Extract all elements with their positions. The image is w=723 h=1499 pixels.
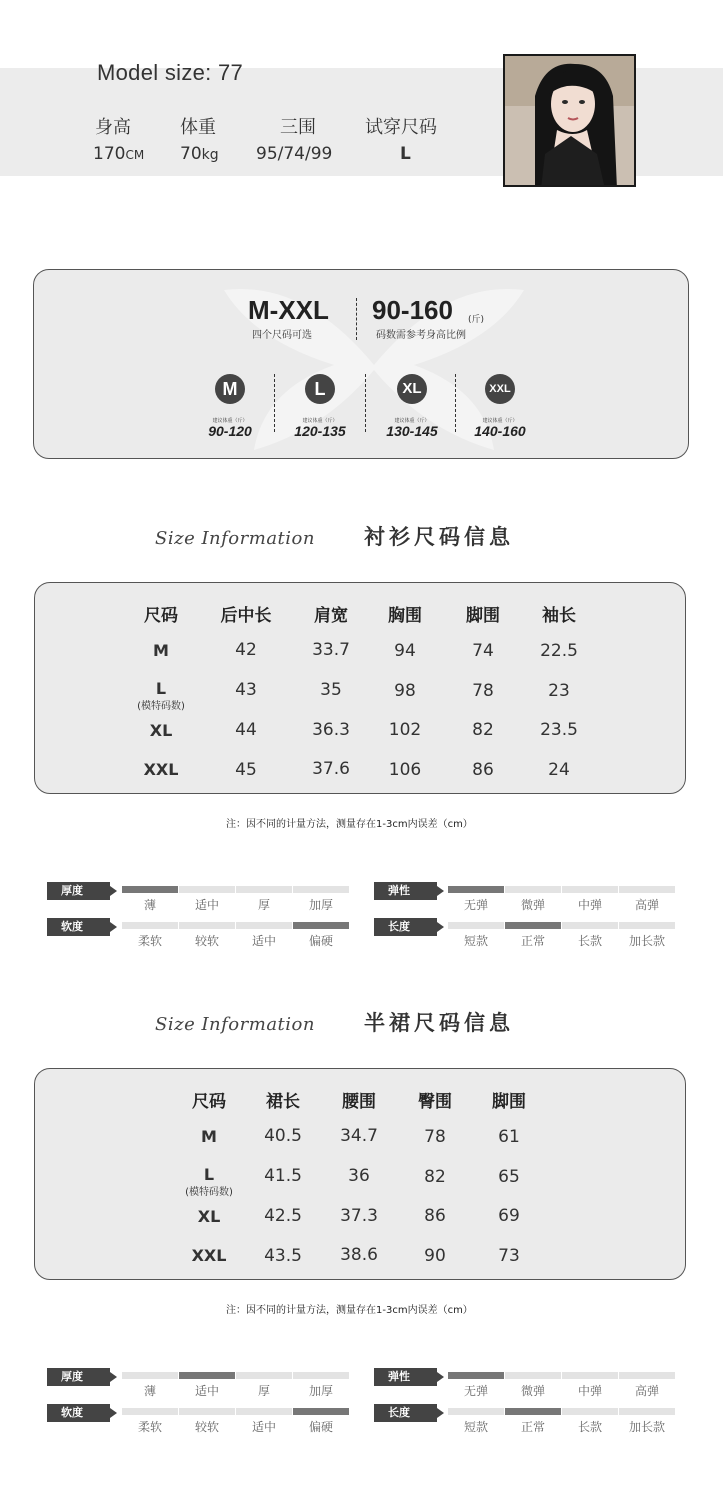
attribute-option: 短款 [463, 934, 488, 948]
model-size-title: Model size: 77 [97, 60, 244, 85]
rec-range-m: 90-120 [208, 423, 252, 439]
attribute-bar-selected [293, 1408, 349, 1415]
attribute-bar [562, 1372, 618, 1379]
attribute-option: 柔软 [137, 934, 162, 948]
attribute-option: 无弹 [463, 898, 488, 912]
attribute-option: 厚 [257, 898, 270, 912]
skirt-script-heading: Size Information [155, 1014, 315, 1035]
attribute-option: 较软 [194, 1420, 219, 1434]
attribute-option: 较软 [194, 934, 219, 948]
attribute-bar [122, 1408, 178, 1415]
weight-unit: (斤) [468, 315, 485, 325]
shirt-size-table [34, 582, 686, 794]
table-cell: 42.5 [264, 1206, 302, 1226]
attribute-label: 弹性 [374, 882, 437, 900]
rec-label-xxl: 建议体重（斤） [482, 418, 518, 424]
table-cell: 78 [424, 1127, 446, 1147]
rec-range-l: 120-135 [294, 423, 346, 439]
table-cell: 34.7 [340, 1126, 378, 1146]
range-divider [356, 298, 357, 340]
table-row-size: L [203, 1165, 215, 1184]
attribute-option: 正常 [520, 1420, 545, 1434]
table-row-size: XL [149, 721, 173, 740]
table-cell: 78 [472, 681, 494, 701]
model-photo [503, 54, 636, 187]
attribute-option: 高弹 [634, 898, 659, 912]
size-range-card [33, 269, 689, 459]
table-header: 尺码 [192, 1092, 226, 1112]
size-range-sub: 四个尺码可选 [252, 330, 312, 341]
attribute-bar [562, 886, 618, 893]
attribute-option: 加长款 [628, 934, 665, 948]
skirt-heading: 半裙尺码信息 [364, 1011, 514, 1035]
table-cell: 41.5 [264, 1166, 302, 1186]
table-cell: 82 [472, 720, 494, 740]
attribute-bar [179, 886, 235, 893]
attribute-label: 软度 [47, 1404, 110, 1422]
attribute-label: 厚度 [47, 1368, 110, 1386]
attribute-bar [505, 1372, 561, 1379]
table-cell: 106 [388, 760, 422, 780]
size-icon-l: L [305, 374, 335, 404]
attribute-option: 偏硬 [308, 934, 333, 948]
attribute-option: 适中 [251, 934, 276, 948]
skirt-measure-note: 注：因不同的计量方法，测量存在1-3cm内误差（cm） [226, 1305, 473, 1316]
attribute-bar [122, 922, 178, 929]
attribute-bar [293, 1372, 349, 1379]
attribute-option: 柔软 [137, 1420, 162, 1434]
value-fit-size: L [400, 144, 411, 164]
table-header: 脚围 [492, 1092, 526, 1112]
attribute-bar [122, 1372, 178, 1379]
table-cell: 35 [320, 680, 342, 700]
table-row-size: XL [197, 1207, 221, 1226]
table-header: 后中长 [220, 606, 272, 626]
size-divider [274, 374, 275, 432]
label-weight: 体重 [180, 117, 216, 138]
table-cell: 23.5 [540, 720, 578, 740]
size-divider [455, 374, 456, 432]
table-cell: 22.5 [540, 641, 578, 661]
table-cell: 45 [235, 760, 257, 780]
value-height: 170CM [93, 144, 145, 164]
attribute-bar-selected [122, 886, 178, 893]
table-row-size: L [155, 679, 167, 698]
table-cell: 23 [548, 681, 570, 701]
attribute-bar-selected [505, 922, 561, 929]
table-cell: 86 [472, 760, 494, 780]
attribute-label: 软度 [47, 918, 110, 936]
table-cell: 82 [424, 1167, 446, 1187]
table-header: 肩宽 [314, 606, 348, 626]
rec-label-l: 建议体重（斤） [302, 418, 338, 424]
table-cell: 37.3 [340, 1206, 378, 1226]
value-weight: 70kg [180, 144, 219, 164]
rec-label-xl: 建议体重（斤） [394, 418, 430, 424]
weight-range: 90-160 [372, 295, 453, 325]
table-header: 臀围 [418, 1092, 452, 1112]
attribute-option: 薄 [143, 1384, 156, 1398]
label-fit-size: 试穿尺码 [365, 117, 437, 138]
attribute-bar [236, 886, 292, 893]
attribute-bar [179, 922, 235, 929]
attribute-bar-selected [448, 886, 504, 893]
table-cell: 42 [235, 640, 257, 660]
shirt-script-heading: Size Information [155, 528, 315, 549]
attribute-bar [236, 1372, 292, 1379]
attribute-option: 加厚 [308, 898, 333, 912]
table-cell: 44 [235, 720, 257, 740]
attribute-label: 长度 [374, 918, 437, 936]
attribute-bar-selected [505, 1408, 561, 1415]
attribute-bar [505, 886, 561, 893]
table-cell: 94 [394, 641, 416, 661]
attribute-option: 中弹 [577, 1384, 602, 1398]
attribute-option: 高弹 [634, 1384, 659, 1398]
attribute-option: 适中 [194, 1384, 219, 1398]
attribute-option: 适中 [251, 1420, 276, 1434]
table-row-size: XXL [143, 760, 179, 779]
attribute-option: 加厚 [308, 1384, 333, 1398]
size-icon-xxl: XXL [485, 374, 515, 404]
attribute-option: 加长款 [628, 1420, 665, 1434]
table-row-size: M [153, 641, 169, 660]
table-cell: 43 [235, 680, 257, 700]
attribute-bar [619, 1372, 675, 1379]
attribute-option: 微弹 [520, 898, 545, 912]
attribute-option: 中弹 [577, 898, 602, 912]
table-cell: 73 [498, 1246, 520, 1266]
table-row-size: XXL [191, 1246, 227, 1265]
shirt-heading: 衬衫尺码信息 [364, 525, 514, 549]
attribute-bar [562, 1408, 618, 1415]
table-cell: 33.7 [312, 640, 350, 660]
table-header: 腰围 [342, 1092, 376, 1112]
table-cell: 61 [498, 1127, 520, 1147]
attribute-bar [562, 922, 618, 929]
table-cell: 74 [472, 641, 494, 661]
attribute-bar [179, 1408, 235, 1415]
attribute-option: 正常 [520, 934, 545, 948]
attribute-option: 偏硬 [308, 1420, 333, 1434]
size-range: M-XXL [248, 295, 329, 325]
size-icon-m: M [215, 374, 245, 404]
table-cell: 36 [348, 1166, 370, 1186]
attribute-bar [619, 886, 675, 893]
table-header: 裙长 [266, 1092, 300, 1112]
attribute-label: 厚度 [47, 882, 110, 900]
attribute-bar [293, 886, 349, 893]
model-size-note: (模特码数) [185, 1187, 233, 1198]
attribute-bar [448, 922, 504, 929]
attribute-option: 长款 [577, 934, 602, 948]
rec-range-xl: 130-145 [386, 423, 438, 439]
table-cell: 98 [394, 681, 416, 701]
attribute-option: 薄 [143, 898, 156, 912]
shirt-measure-note: 注：因不同的计量方法，测量存在1-3cm内误差（cm） [226, 819, 473, 830]
table-cell: 37.6 [312, 759, 350, 779]
table-cell: 24 [548, 760, 570, 780]
table-header: 脚围 [466, 606, 500, 626]
attribute-option: 适中 [194, 898, 219, 912]
table-cell: 86 [424, 1206, 446, 1226]
attribute-bar-selected [179, 1372, 235, 1379]
rec-label-m: 建议体重（斤） [212, 418, 248, 424]
table-cell: 69 [498, 1206, 520, 1226]
table-header: 袖长 [542, 606, 576, 626]
weight-range-sub: 码数需参考身高比例 [376, 330, 466, 341]
table-cell: 43.5 [264, 1246, 302, 1266]
attribute-bar-selected [293, 922, 349, 929]
attribute-option: 短款 [463, 1420, 488, 1434]
attribute-bar [236, 922, 292, 929]
size-icon-xl: XL [397, 374, 427, 404]
table-header: 尺码 [144, 606, 178, 626]
attribute-option: 无弹 [463, 1384, 488, 1398]
table-cell: 65 [498, 1167, 520, 1187]
value-measurements: 95/74/99 [256, 144, 333, 164]
attribute-bar [619, 922, 675, 929]
attribute-option: 微弹 [520, 1384, 545, 1398]
attribute-option: 厚 [257, 1384, 270, 1398]
size-divider [365, 374, 366, 432]
table-cell: 102 [388, 720, 422, 740]
table-cell: 90 [424, 1246, 446, 1266]
attribute-label: 弹性 [374, 1368, 437, 1386]
label-measurements: 三围 [280, 117, 316, 138]
attribute-bar [619, 1408, 675, 1415]
table-header: 胸围 [388, 606, 422, 626]
rec-range-xxl: 140-160 [474, 423, 526, 439]
skirt-size-table [34, 1068, 686, 1280]
table-row-size: M [201, 1127, 217, 1146]
table-cell: 38.6 [340, 1245, 378, 1265]
attribute-bar [236, 1408, 292, 1415]
attribute-bar [448, 1408, 504, 1415]
attribute-option: 长款 [577, 1420, 602, 1434]
model-size-note: (模特码数) [137, 701, 185, 712]
label-height: 身高 [95, 117, 131, 138]
table-cell: 40.5 [264, 1126, 302, 1146]
attribute-label: 长度 [374, 1404, 437, 1422]
attribute-bar-selected [448, 1372, 504, 1379]
table-cell: 36.3 [312, 720, 350, 740]
